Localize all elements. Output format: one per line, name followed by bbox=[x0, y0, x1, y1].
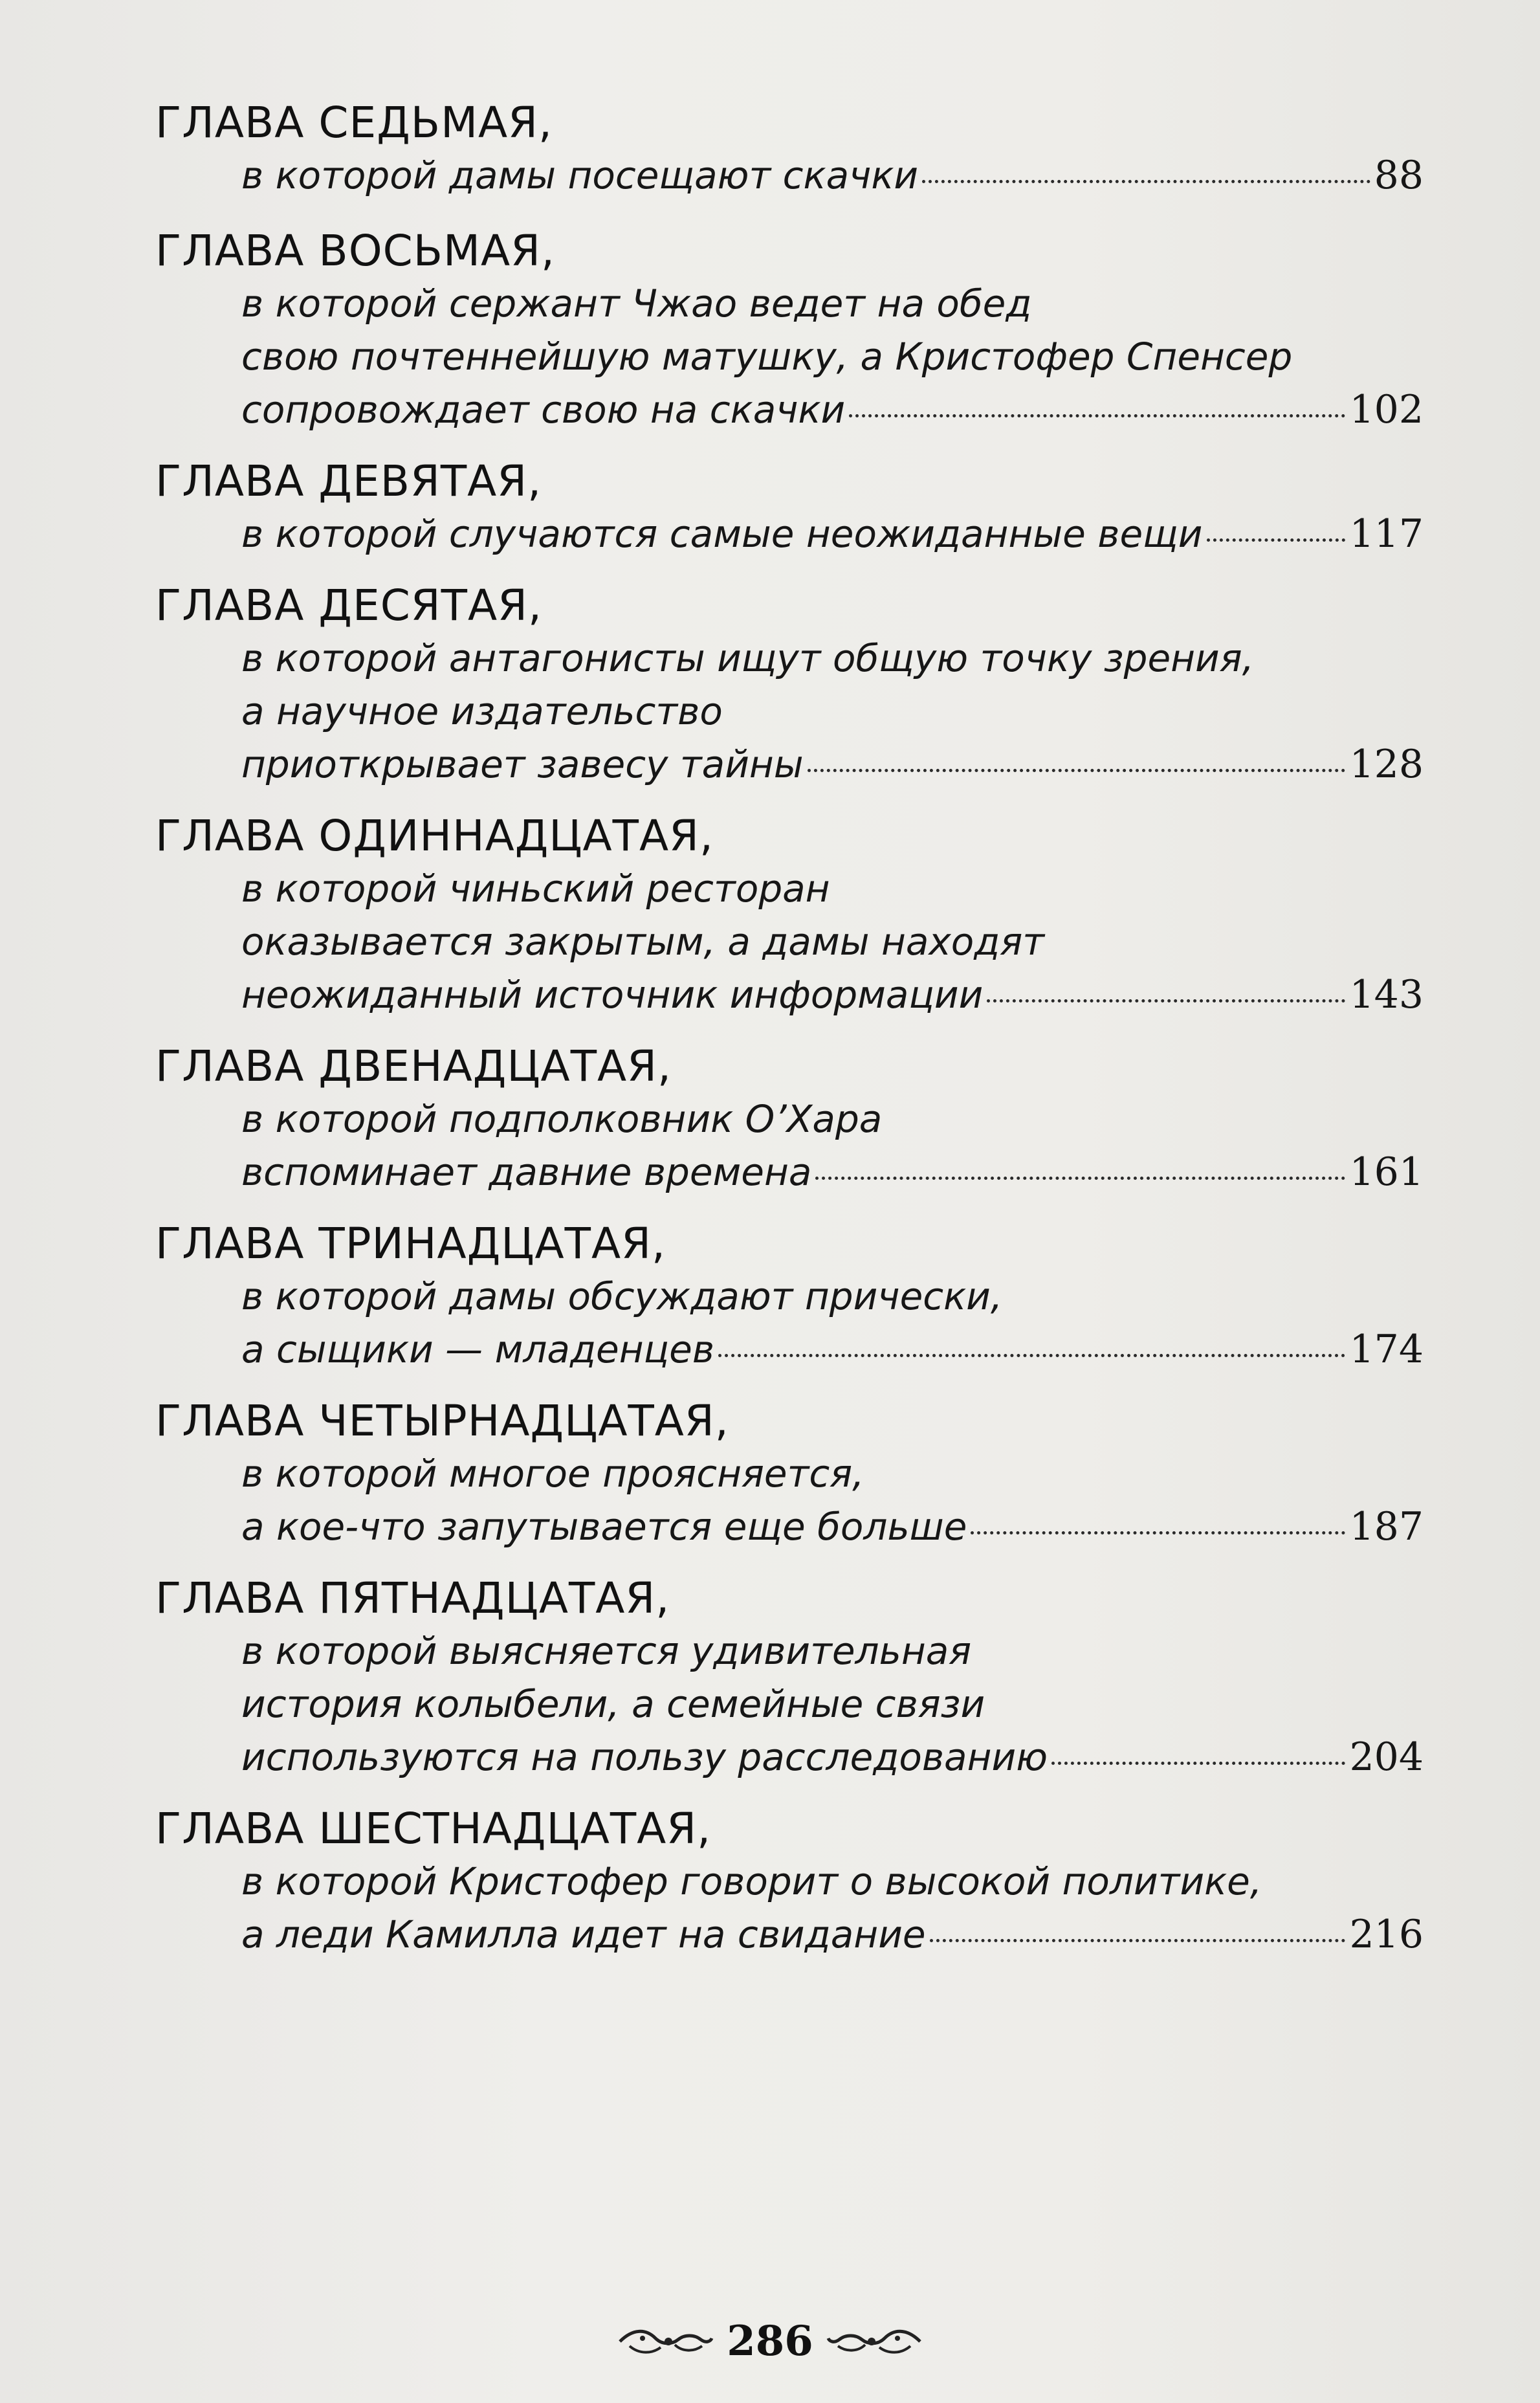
chapter-description-text: сопровождает свою на скачки bbox=[241, 388, 846, 432]
dot-leader bbox=[808, 769, 1346, 772]
chapter-description-text: а леди Камилла идет на свидание bbox=[241, 1912, 926, 1956]
chapter-description-line: в которой чиньский ресторан bbox=[241, 867, 830, 911]
chapter-description bbox=[241, 632, 1424, 791]
chapter-description-text: а сыщики — младенцев bbox=[241, 1327, 715, 1371]
chapter-description-line bbox=[241, 507, 1424, 560]
page-number: 286 bbox=[727, 2317, 813, 2365]
toc-entry bbox=[155, 1573, 1424, 1784]
chapter-description-line bbox=[241, 383, 1424, 436]
chapter-title: ГЛАВА ШЕСТНАДЦАТАЯ, bbox=[155, 1804, 712, 1854]
chapter-page-number: 161 bbox=[1349, 1149, 1424, 1195]
chapter-page-number: 174 bbox=[1349, 1327, 1424, 1372]
chapter-description-line bbox=[241, 1146, 1424, 1199]
chapter-title: ГЛАВА ДЕСЯТАЯ, bbox=[155, 581, 542, 630]
chapter-description bbox=[241, 1270, 1424, 1376]
table-of-contents bbox=[155, 97, 1424, 1961]
dot-leader bbox=[849, 414, 1345, 417]
chapter-description bbox=[241, 507, 1424, 560]
toc-entry bbox=[155, 1041, 1424, 1199]
chapter-description-line bbox=[241, 738, 1424, 791]
chapter-description bbox=[241, 1447, 1424, 1553]
chapter-description-line: в которой многое проясняется, bbox=[241, 1452, 864, 1496]
toc-entry bbox=[155, 1218, 1424, 1376]
chapter-description-line bbox=[241, 968, 1424, 1021]
ornament-right-icon bbox=[826, 2325, 923, 2358]
chapter-page-number: 143 bbox=[1349, 972, 1424, 1017]
chapter-title: ГЛАВА ЧЕТЫРНАДЦАТАЯ, bbox=[155, 1396, 729, 1446]
chapter-description-text: а кое-что запутывается еще больше bbox=[241, 1505, 967, 1549]
page-footer bbox=[0, 2317, 1540, 2365]
toc-entry bbox=[155, 1395, 1424, 1553]
chapter-description-line: история колыбели, а семейные связи bbox=[241, 1682, 985, 1726]
dot-leader bbox=[987, 999, 1345, 1002]
chapter-description bbox=[241, 277, 1424, 436]
chapter-description bbox=[241, 1092, 1424, 1199]
chapter-page-number: 187 bbox=[1349, 1504, 1424, 1549]
toc-entry bbox=[155, 1803, 1424, 1961]
chapter-description-line bbox=[241, 1500, 1424, 1553]
toc-entry bbox=[155, 225, 1424, 436]
dot-leader bbox=[971, 1531, 1345, 1534]
chapter-description-text: вспоминает давние времена bbox=[241, 1150, 812, 1194]
chapter-title: ГЛАВА ТРИНАДЦАТАЯ, bbox=[155, 1219, 666, 1268]
chapter-title: ГЛАВА ДВЕНАДЦАТАЯ, bbox=[155, 1041, 672, 1091]
chapter-description-line: в которой Кристофер говорит о высокой политике, bbox=[241, 1859, 1262, 1903]
dot-leader bbox=[718, 1354, 1345, 1357]
dot-leader bbox=[815, 1177, 1345, 1180]
chapter-page-number: 128 bbox=[1349, 742, 1424, 787]
chapter-description-line: в которой выясняется удивительная bbox=[241, 1629, 972, 1673]
chapter-title: ГЛАВА ПЯТНАДЦАТАЯ, bbox=[155, 1573, 670, 1623]
chapter-description-text: приоткрывает завесу тайны bbox=[241, 742, 804, 786]
chapter-page-number: 117 bbox=[1349, 511, 1424, 557]
toc-entry bbox=[155, 456, 1424, 560]
chapter-description-text: в которой случаются самые неожиданные вещи bbox=[241, 512, 1203, 556]
chapter-description-line bbox=[241, 1323, 1424, 1376]
dot-leader bbox=[1051, 1762, 1345, 1765]
chapter-page-number: 102 bbox=[1349, 387, 1424, 432]
chapter-title: ГЛАВА ОДИННАДЦАТАЯ, bbox=[155, 811, 714, 861]
dot-leader bbox=[922, 180, 1370, 183]
chapter-description-line: в которой сержант Чжао ведет на обед bbox=[241, 282, 1032, 326]
toc-entry bbox=[155, 810, 1424, 1021]
chapter-description-line: в которой антагонисты ищут общую точку зрения, bbox=[241, 636, 1255, 680]
toc-entry bbox=[155, 97, 1424, 202]
chapter-page-number: 204 bbox=[1349, 1734, 1424, 1780]
chapter-description-line bbox=[241, 1908, 1424, 1961]
chapter-description-line: а научное издательство bbox=[241, 689, 723, 733]
chapter-title: ГЛАВА СЕДЬМАЯ, bbox=[155, 98, 553, 148]
toc-entry bbox=[155, 580, 1424, 791]
chapter-description-line: в которой дамы обсуждают прически, bbox=[241, 1274, 1003, 1318]
chapter-page-number: 216 bbox=[1349, 1912, 1424, 1957]
chapter-description bbox=[241, 862, 1424, 1021]
chapter-description bbox=[241, 1855, 1424, 1961]
chapter-title: ГЛАВА ВОСЬМАЯ, bbox=[155, 226, 555, 276]
chapter-description-line bbox=[241, 149, 1424, 202]
chapter-description-text: используются на пользу расследованию bbox=[241, 1735, 1048, 1779]
chapter-description-text: неожиданный источник информации bbox=[241, 973, 984, 1017]
dot-leader bbox=[1207, 538, 1346, 542]
chapter-page-number: 88 bbox=[1374, 153, 1424, 198]
chapter-description bbox=[241, 149, 1424, 202]
chapter-description-line bbox=[241, 1731, 1424, 1784]
chapter-description-text: в которой дамы посещают скачки bbox=[241, 153, 919, 197]
chapter-description-line: оказывается закрытым, а дамы находят bbox=[241, 920, 1044, 964]
chapter-description-line: в которой подполковник О’Хара bbox=[241, 1097, 883, 1141]
chapter-description-line: свою почтеннейшую матушку, а Кристофер Спенсер bbox=[241, 335, 1293, 379]
chapter-title: ГЛАВА ДЕВЯТАЯ, bbox=[155, 456, 542, 506]
ornament-left-icon bbox=[617, 2325, 714, 2358]
chapter-description bbox=[241, 1624, 1424, 1784]
dot-leader bbox=[930, 1939, 1346, 1942]
